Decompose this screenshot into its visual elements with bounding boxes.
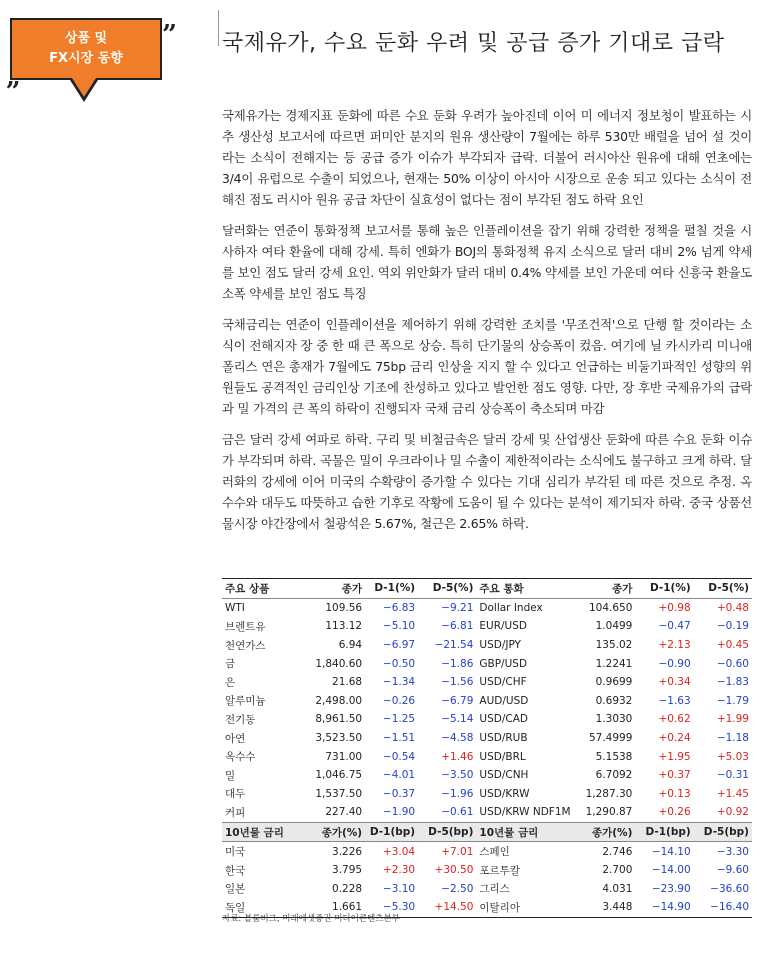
table-cell: 8,961.50 xyxy=(315,713,363,726)
table-cell: 1,046.75 xyxy=(315,769,363,782)
table-cell: 포르투칼 xyxy=(479,864,520,877)
badge-line-1: 상품 및 xyxy=(64,31,108,46)
table-cell: +0.13 xyxy=(658,787,691,800)
table-cell: −1.34 xyxy=(382,676,416,689)
table-cell: −14.00 xyxy=(651,864,691,877)
table-cell: 0.9699 xyxy=(595,676,633,689)
table-cell: 이탈리아 xyxy=(476,898,577,917)
table-cell: 1.2241 xyxy=(595,657,633,670)
table-cell: −0.60 xyxy=(716,657,749,670)
table-cell: −0.19 xyxy=(716,620,749,633)
table-cell: −4.01 xyxy=(382,769,416,782)
table-cell: EUR/USD xyxy=(479,620,527,633)
table-cell: 한국 xyxy=(225,864,246,877)
table-cell: USD/KRW NDF1M xyxy=(479,806,571,819)
table-cell: −23.90 xyxy=(651,882,691,895)
table-cell: 대두 xyxy=(225,788,246,801)
table-cell: 109.56 xyxy=(325,601,363,614)
table-cell: 227.40 xyxy=(325,806,363,819)
table-cell: +3.04 xyxy=(382,845,416,858)
table-cell: 독일 xyxy=(222,898,312,917)
source-note: 자료: 블룸버그, 미래에셋증권 미디어콘텐츠본부 xyxy=(222,914,400,924)
table-cell: 731.00 xyxy=(325,750,363,763)
table-cell: −0.50 xyxy=(382,657,416,670)
table-cell: 전기동 xyxy=(225,713,256,726)
table-cell: 104.650 xyxy=(588,601,633,614)
table-cell: 3.448 xyxy=(577,898,635,917)
table-cell: −21.54 xyxy=(434,639,474,652)
table-cell: 0.6932 xyxy=(595,694,633,707)
paragraph-metals: 금은 달러 강세 여파로 하락. 구리 및 비철금속은 달러 강세 및 산업생산 둔화에 따른 수요 둔화 이슈가 부각되며 하락. 곡물은 밀이 우크라이나 밀 수출이 제한적이라는 소식에도 불구하고 크게 하락. 달러화의 강세에 이어 미국의 수확량이 증가할 수 있다는 기대 심리가 부각된 데 따른 것으로 추정. 옥수수와 대두도 따뜻하고 습한 기후로 작황에 도움이 될 수 있다는 분석이 제기되자 하락. 중국 상품선물시장 야간장에서 철광석은 5.67%, 철근은 2.65% 하락. xyxy=(222,432,752,531)
table-cell: USD/CHF xyxy=(479,676,527,689)
page-title: 국제유가, 수요 둔화 우려 및 공급 증가 기대로 급락 xyxy=(222,31,725,56)
table-cell: 0.228 xyxy=(332,882,363,895)
table-header-cell: 종가 xyxy=(577,579,635,599)
table-cell: −1.86 xyxy=(441,657,474,670)
table-cell: +30.50 xyxy=(434,864,474,877)
table-cell: USD/CAD xyxy=(479,713,528,726)
table-header-cell: 종가 xyxy=(312,579,365,599)
table-cell: +7.01 xyxy=(441,845,474,858)
table-cell: +2.30 xyxy=(382,864,416,877)
table-cell: −1.96 xyxy=(441,787,474,800)
table-cell: 커피 xyxy=(225,806,246,819)
table-cell: AUD/USD xyxy=(479,694,529,707)
table-header-cell: 주요 통화 xyxy=(476,579,577,599)
table-cell: +0.98 xyxy=(658,601,691,614)
table-cell: −9.60 xyxy=(716,864,749,877)
table-cell: 미국 xyxy=(225,846,246,859)
table-cell: 브렌트유 xyxy=(225,620,266,633)
table-cell: −0.37 xyxy=(382,787,416,800)
table-header-cell: 주요 상품 xyxy=(222,579,312,599)
table-cell: −14.90 xyxy=(635,898,693,917)
table-header-cell: 종가(%) xyxy=(312,822,365,842)
table-cell: −0.26 xyxy=(382,694,416,707)
table-cell: +0.24 xyxy=(658,732,691,745)
table-cell: −1.18 xyxy=(716,732,749,745)
table-cell: 135.02 xyxy=(595,639,633,652)
table-cell: 스페인 xyxy=(479,846,510,859)
table-cell: −6.81 xyxy=(441,620,474,633)
table-row xyxy=(222,692,752,711)
table-cell: 일본 xyxy=(225,883,246,896)
table-header-cell: 종가(%) xyxy=(577,822,635,842)
table-cell: −1.56 xyxy=(441,676,474,689)
table-cell: 1,290.87 xyxy=(585,806,633,819)
table-cell: −0.90 xyxy=(658,657,691,670)
table-cell: −2.50 xyxy=(441,882,474,895)
title-divider xyxy=(218,10,219,46)
table-cell: 은 xyxy=(225,676,236,689)
table-cell: −36.60 xyxy=(710,882,749,895)
table-cell: −5.10 xyxy=(382,620,416,633)
table-cell: USD/BRL xyxy=(479,750,526,763)
table-cell: 6.7092 xyxy=(595,769,633,782)
table-cell: −1.90 xyxy=(382,806,416,819)
table-cell: −6.79 xyxy=(441,694,474,707)
table-cell: +1.45 xyxy=(716,787,749,800)
paragraph-oil: 국제유가는 경제지표 둔화에 따른 수요 둔화 우려가 높아진데 이어 미 에너지 정보청이 발표하는 시추 생산성 보고서에 따르면 퍼미안 분지의 원유 생산량이 7월에는 하루 530만 배럴을 넘어 설 것이라는 소식이 전해지는 등 공급 증가 이슈가 부각되자 급락. 더불어 러시아산 원유에 대해 연초에는 3/4이 유럽으로 수출이 되었으나, 현재는 50% 이상이 아시아 시장으로 운송 되고 있다는 소식이 전해진 점도 러시아 원유 공급 차단이 실효성이 없다는 점이 부각된 점도 하락 요인 xyxy=(222,108,752,207)
table-cell: +5.03 xyxy=(716,750,749,763)
table-row xyxy=(222,673,752,692)
table-cell: 아연 xyxy=(225,732,246,745)
table-cell: 2.746 xyxy=(602,845,633,858)
table-cell: USD/KRW xyxy=(479,787,530,800)
table-cell: 알루미늄 xyxy=(225,695,266,708)
table-cell: −0.31 xyxy=(716,769,749,782)
table-row xyxy=(222,747,752,766)
table-cell: 3,523.50 xyxy=(315,732,363,745)
table-cell: 3.226 xyxy=(332,845,363,858)
table-cell: USD/CNH xyxy=(479,769,529,782)
table-cell: 4.031 xyxy=(602,882,633,895)
table-cell: −1.83 xyxy=(716,676,749,689)
table-cell: +14.50 xyxy=(418,898,476,917)
table-cell: +1.46 xyxy=(441,750,474,763)
section-badge xyxy=(10,18,162,80)
table-row xyxy=(222,729,752,748)
table-cell: 1,537.50 xyxy=(315,787,363,800)
paragraph-bonds: 국채금리는 연준이 인플레이션을 제어하기 위해 강력한 조치를 '무조건적'으로 단행 할 것이라는 소식이 전해지자 장 중 한 때 큰 폭으로 상승. 특히 단기물의 상승폭이 컸음. 여기에 닐 카시카리 미니애폴리스 연은 총재가 7월에도 75bp 금리 인상을 지지 할 수 있다고 언급하는 비둘기파적인 성향의 위원들도 공격적인 금리인상 기조에 찬성하고 있다고 발언한 점도 영향. 다만, 장 후반 국제유가의 급락과 밀 가격의 큰 폭의 하락이 진행되자 국채 금리 상승폭이 축소되며 마감 xyxy=(222,317,752,416)
market-table xyxy=(222,578,752,918)
table-cell: 5.1538 xyxy=(595,750,633,763)
table-cell: 그리스 xyxy=(479,883,510,896)
table-cell: 21.68 xyxy=(332,676,363,689)
table-header-cell: D-5(bp) xyxy=(418,822,476,842)
table-cell: −3.10 xyxy=(382,882,416,895)
table-cell: −4.58 xyxy=(441,732,474,745)
table-header-cell: D-5(bp) xyxy=(694,822,752,842)
quote-mark-open-icon: „ xyxy=(6,62,21,92)
badge-pointer-fill xyxy=(72,78,96,97)
table-cell: +0.45 xyxy=(716,639,749,652)
table-cell: −1.63 xyxy=(658,694,691,707)
table-cell: +0.92 xyxy=(716,806,749,819)
table-cell: −6.83 xyxy=(382,601,416,614)
table-cell: −5.14 xyxy=(441,713,474,726)
table-cell: −0.54 xyxy=(382,750,416,763)
table-cell: −9.21 xyxy=(441,601,474,614)
table-header-cell: D-1(%) xyxy=(365,579,418,599)
table-cell: Dollar Index xyxy=(479,601,543,614)
table-cell: 2.700 xyxy=(602,864,633,877)
table-row xyxy=(222,766,752,785)
table-cell: 1,287.30 xyxy=(585,787,633,800)
table-header-row xyxy=(222,579,752,599)
table-cell: −0.61 xyxy=(441,806,474,819)
table-cell: GBP/USD xyxy=(479,657,528,670)
table-header-cell: D-5(%) xyxy=(418,579,476,599)
table-row xyxy=(222,710,752,729)
table-cell: 밀 xyxy=(225,769,236,782)
table-cell: 2,498.00 xyxy=(315,694,363,707)
table-row xyxy=(222,785,752,804)
table-cell: 6.94 xyxy=(338,639,363,652)
table-cell: −1.79 xyxy=(716,694,749,707)
table-header-cell: D-1(bp) xyxy=(635,822,693,842)
table-cell: −3.30 xyxy=(716,845,749,858)
table-cell: 1.3030 xyxy=(595,713,633,726)
table-cell: 옥수수 xyxy=(225,751,256,764)
bond-header-row xyxy=(222,822,752,842)
table-cell: 57.4999 xyxy=(588,732,633,745)
table-cell: +0.26 xyxy=(658,806,691,819)
table-cell: 천연가스 xyxy=(225,639,266,652)
table-cell: WTI xyxy=(225,601,245,614)
table-cell: +0.37 xyxy=(658,769,691,782)
table-cell: 113.12 xyxy=(325,620,363,633)
table-cell: −16.40 xyxy=(694,898,752,917)
table-cell: USD/RUB xyxy=(479,732,528,745)
table-cell: 1,840.60 xyxy=(315,657,363,670)
table-row xyxy=(222,636,752,655)
table-cell: +0.62 xyxy=(658,713,691,726)
bond-row xyxy=(222,842,752,861)
article-body xyxy=(222,105,752,544)
table-cell: +1.95 xyxy=(658,750,691,763)
table-row xyxy=(222,803,752,822)
table-cell: −6.97 xyxy=(382,639,416,652)
table-cell: 금 xyxy=(225,658,236,671)
table-cell: −5.30 xyxy=(365,898,418,917)
badge-line-2: FX시장 동향 xyxy=(49,51,123,66)
paragraph-dollar: 달러화는 연준이 통화정책 보고서를 통해 높은 인플레이션을 잡기 위해 강력한 정책을 펼칠 것을 시사하자 여타 환율에 대해 강세. 특히 엔화가 BOJ의 통화정책 유지 소식으로 달러 대비 2% 넘게 약세를 보인 점도 달러 강세 요인. 역외 위안화가 달러 대비 0.4% 약세를 보인 가운데 여타 신흥국 환율도 소폭 약세를 보인 점도 특징 xyxy=(222,223,752,301)
table-header-cell: D-1(bp) xyxy=(365,822,418,842)
bond-row xyxy=(222,880,752,899)
table-row xyxy=(222,598,752,617)
table-cell: +1.99 xyxy=(716,713,749,726)
table-cell: +2.13 xyxy=(658,639,691,652)
quote-mark-close-icon: ” xyxy=(162,20,177,50)
table-cell: 1.661 xyxy=(312,898,365,917)
table-row xyxy=(222,654,752,673)
table-cell: +0.48 xyxy=(716,601,749,614)
table-header-cell: 10년물 금리 xyxy=(476,822,577,842)
bond-row xyxy=(222,861,752,880)
table-cell: −0.47 xyxy=(658,620,691,633)
table-header-cell: D-5(%) xyxy=(694,579,752,599)
table-row xyxy=(222,617,752,636)
table-cell: 3.795 xyxy=(332,864,363,877)
table-cell: USD/JPY xyxy=(479,639,521,652)
table-cell: 1.0499 xyxy=(595,620,633,633)
table-cell: −3.50 xyxy=(441,769,474,782)
table-cell: −14.10 xyxy=(651,845,691,858)
table-cell: +0.34 xyxy=(658,676,691,689)
table-header-cell: D-1(%) xyxy=(635,579,693,599)
table-cell: −1.25 xyxy=(382,713,416,726)
table-cell: −1.51 xyxy=(382,732,416,745)
table-header-cell: 10년물 금리 xyxy=(222,822,312,842)
